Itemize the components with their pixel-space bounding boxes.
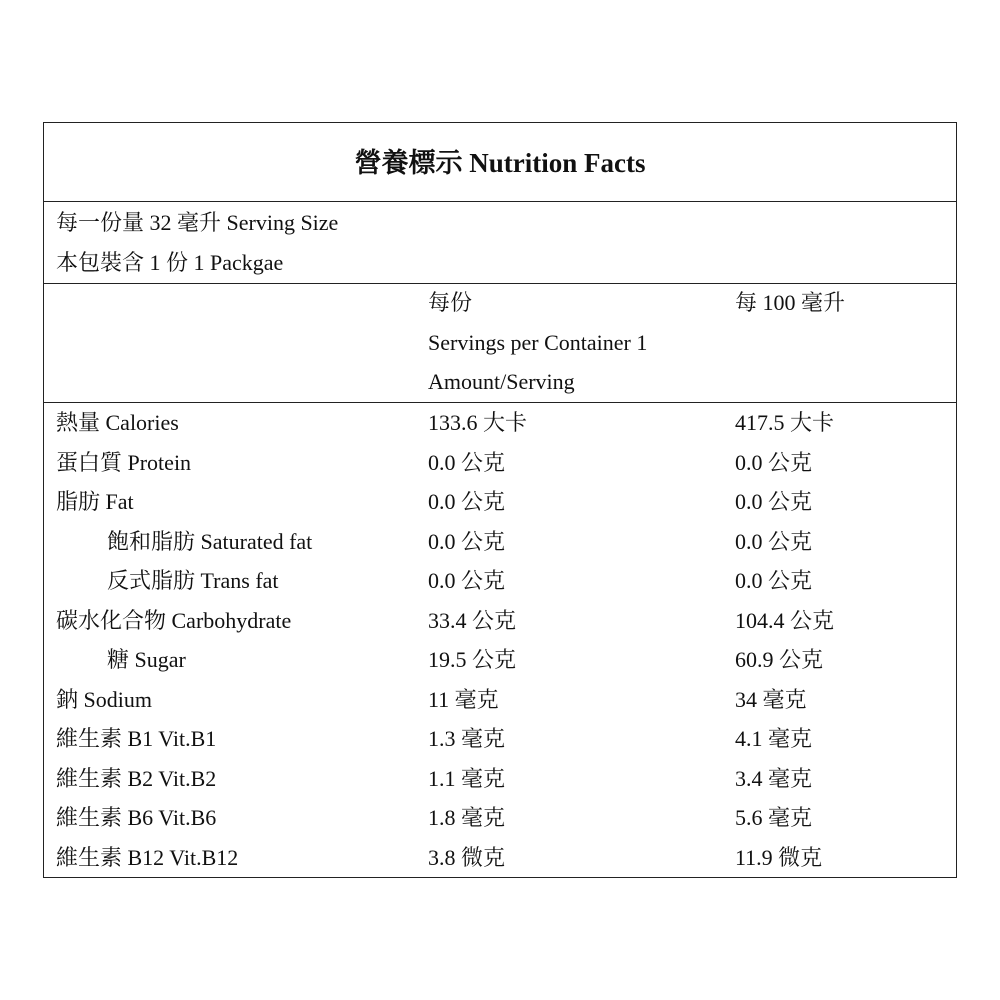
per-serving-value: 1.3 毫克	[428, 726, 506, 751]
header-per-100ml: 每 100 毫升	[735, 290, 846, 315]
per-serving-value: 133.6 大卡	[428, 410, 528, 435]
nutrient-name: 反式脂肪 Trans fat	[107, 568, 279, 593]
label-title: 營養標示 Nutrition Facts	[354, 148, 646, 178]
per-serving-value: 33.4 公克	[428, 607, 517, 633]
nutrient-name: 鈉 Sodium	[56, 686, 152, 712]
per-100ml-value: 0.0 公克	[735, 449, 813, 475]
divider-serving	[44, 283, 956, 284]
per-100ml-value: 0.0 公克	[735, 489, 813, 514]
per-100ml-value: 3.4 毫克	[735, 765, 813, 791]
divider-title	[44, 201, 956, 202]
per-100ml-value: 60.9 公克	[735, 647, 824, 672]
per-100ml-value: 417.5 大卡	[735, 410, 835, 435]
per-serving-value: 19.5 公克	[428, 647, 517, 672]
per-100ml-value: 0.0 公克	[735, 568, 813, 593]
per-100ml-value: 5.6 毫克	[735, 805, 813, 830]
header-servings-per-container: Servings per Container 1	[428, 330, 648, 355]
nutrient-name: 維生素 B12 Vit.B12	[56, 844, 239, 870]
nutrient-name: 糖 Sugar	[107, 647, 186, 672]
nutrient-name: 碳水化合物 Carbohydrate	[56, 607, 292, 633]
per-serving-value: 0.0 公克	[428, 489, 506, 514]
nutrition-label	[43, 122, 957, 878]
per-serving-value: 0.0 公克	[428, 528, 506, 554]
header-amount-serving: Amount/Serving	[428, 369, 575, 394]
per-serving-value: 0.0 公克	[428, 568, 506, 593]
nutrient-name: 維生素 B2 Vit.B2	[56, 765, 217, 791]
per-serving-value: 1.1 毫克	[428, 765, 506, 791]
nutrient-name: 飽和脂肪 Saturated fat	[107, 528, 313, 554]
per-100ml-value: 34 毫克	[735, 686, 807, 712]
per-serving-value: 3.8 微克	[428, 844, 506, 870]
divider-header	[44, 402, 956, 403]
per-100ml-value: 11.9 微克	[735, 844, 823, 870]
serving-size: 每一份量 32 毫升 Serving Size	[56, 210, 339, 235]
nutrient-name: 蛋白質 Protein	[56, 449, 192, 475]
per-100ml-value: 0.0 公克	[735, 528, 813, 554]
per-100ml-value: 104.4 公克	[735, 607, 835, 633]
nutrient-name: 維生素 B1 Vit.B1	[56, 726, 217, 751]
per-serving-value: 1.8 毫克	[428, 805, 506, 830]
nutrient-name: 熱量 Calories	[56, 410, 179, 435]
package-servings: 本包裝含 1 份 1 Packgae	[56, 250, 284, 275]
nutrient-name: 維生素 B6 Vit.B6	[56, 805, 217, 830]
per-100ml-value: 4.1 毫克	[735, 726, 813, 751]
header-per-serving: 每份	[428, 290, 473, 315]
per-serving-value: 11 毫克	[428, 686, 499, 712]
per-serving-value: 0.0 公克	[428, 449, 506, 475]
nutrient-name: 脂肪 Fat	[56, 489, 134, 514]
